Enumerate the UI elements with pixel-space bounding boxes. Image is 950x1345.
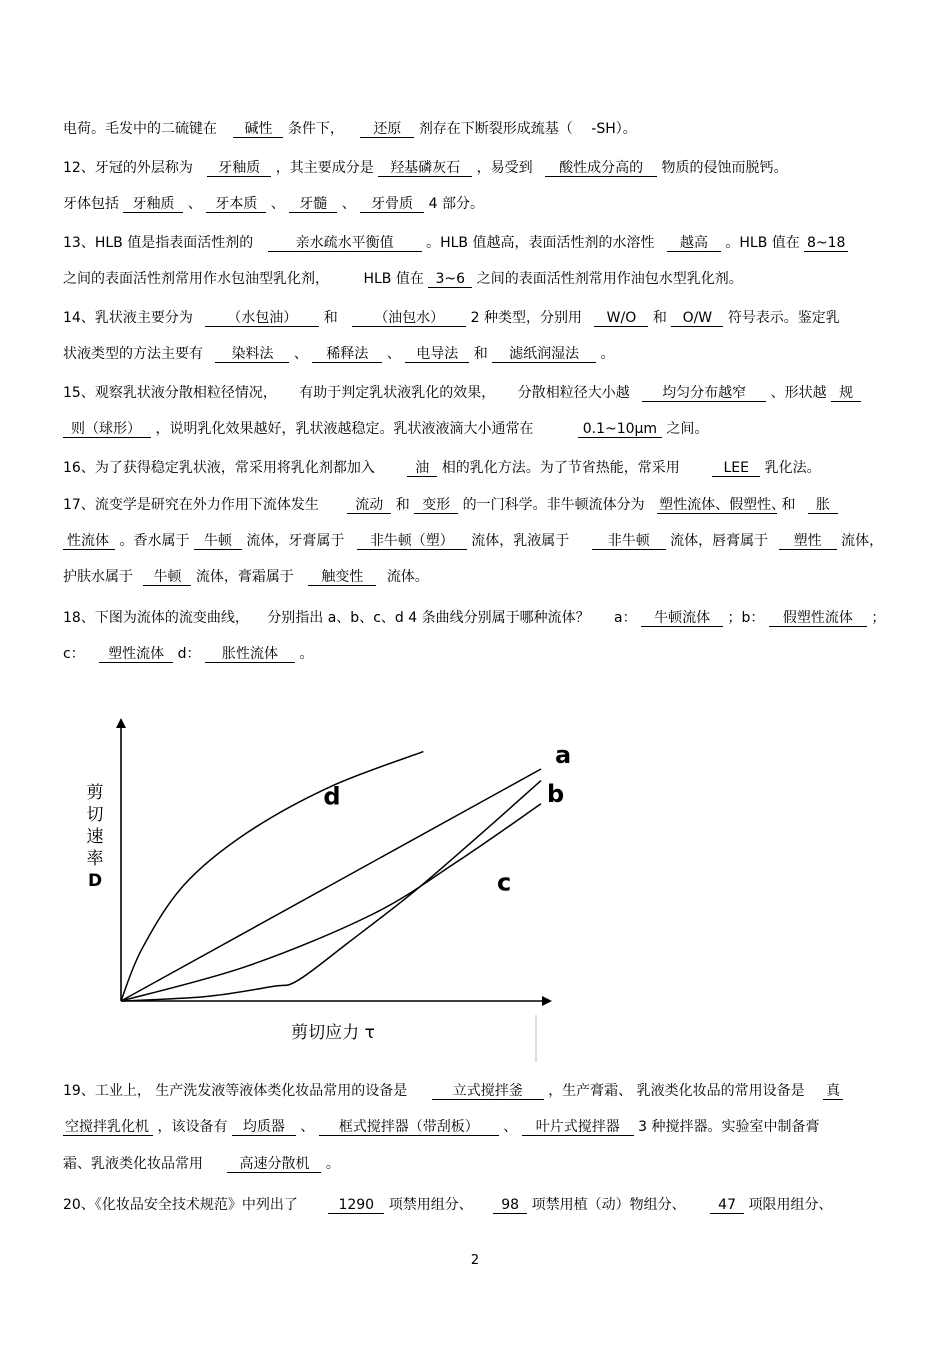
question-13-line1: 13、HLB 值是指表面活性剂的 亲水疏水平衡值 。HLB 值越高，表面活性剂的水溶性 越高 。HLB 值在 8~18 (63, 234, 888, 252)
answer-blank: 立式搅拌釜 (432, 1083, 544, 1100)
y-axis-label-char: 速 (86, 827, 104, 847)
answer-blank: 8~18 (804, 235, 848, 252)
answer-blank: 牛顿流体 (641, 610, 723, 627)
page-number: 2 (470, 1253, 480, 1268)
answer-blank: 则（球形） (63, 421, 151, 438)
y-axis-label-char: 剪 (86, 783, 104, 803)
answer-blank: 牛顿 (194, 533, 242, 550)
answer-blank: 牙髓 (289, 196, 337, 213)
answer-blank: 染料法 (215, 346, 289, 363)
y-axis-label-char: 率 (86, 849, 104, 869)
curve-label-d: d (323, 782, 341, 811)
answer-blank: 羟基磷灰石 (378, 160, 472, 177)
answer-blank: 滤纸润湿法 (492, 346, 596, 363)
text-line: 电荷。毛发中的二硫键在 碱性 条件下， 还原 剂存在下断裂形成巯基（ -SH）。 (63, 121, 637, 137)
answer-blank: LEE (712, 460, 760, 477)
x-axis-label: 剪切应力 τ (291, 1023, 375, 1043)
answer-blank: 均质器 (232, 1119, 296, 1136)
answer-blank: 牛顿 (143, 569, 191, 586)
answer-blank: 非牛顿（塑） (357, 533, 467, 550)
answer-blank: 框式搅拌器（带刮板） (319, 1119, 499, 1136)
answer-blank: 电导法 (405, 346, 469, 363)
question-16: 16、为了获得稳定乳状液，常采用将乳化剂都加入 油 相的乳化方法。为了节省热能，常采用 LEE 乳化法。 (63, 460, 821, 476)
question-20: 20、《化妆品安全技术规范》中列出了 1290 项禁用组分、 98 项禁用植（动）物组分、 47 项限用组分、 (63, 1197, 833, 1213)
answer-blank: 流动 (347, 497, 391, 514)
curve-label-a: a (555, 741, 572, 769)
rheology-chart-svg (70, 700, 590, 1070)
answer-blank: 亲水疏水平衡值 (268, 235, 422, 252)
question-19-line2: 空搅拌乳化机 ，该设备有 均质器 、 框式搅拌器（带刮板） 、 叶片式搅拌器 3 种搅拌器。实验室中制备膏 (65, 1119, 820, 1135)
answer-blank: 胀 (808, 497, 838, 514)
answer-blank: 塑性 (779, 533, 837, 550)
answer-blank: W/O (594, 310, 648, 327)
answer-blank: 胀性流体 (205, 646, 295, 663)
answer-blank: 叶片式搅拌器 (522, 1119, 634, 1136)
answer-blank: 98 (493, 1197, 527, 1214)
question-15-line2: 则（球形） ，说明乳化效果越好，乳状液越稳定。乳状液液滴大小通常在 0.1~10μm 之间。 (63, 420, 888, 438)
answer-blank: 触变性 (308, 569, 376, 586)
answer-blank: 47 (710, 1197, 744, 1214)
answer-blank: 真 (823, 1083, 843, 1100)
curve-d (121, 752, 423, 1001)
answer-blank: 稀释法 (312, 346, 382, 363)
question-17-line2: 性流体 。香水属于 牛顿 流体，牙膏属于 非牛顿（塑） 流体，乳液属于 非牛顿 流体，唇膏属于 塑性 流体， (63, 532, 888, 550)
answer-blank: 牙釉质 (123, 196, 183, 213)
answer-blank: （水包油） (205, 310, 319, 327)
answer-blank: 越高 (667, 235, 721, 252)
answer-blank: 空搅拌乳化机 (63, 1119, 153, 1136)
answer-blank: 还原 (360, 121, 414, 138)
answer-blank: 塑性流体 (99, 646, 173, 663)
answer-blank: （油包水） (352, 310, 466, 327)
question-13-line2: 之间的表面活性剂常用作水包油型乳化剂， HLB 值在 3~6 之间的表面活性剂常用作油包水型乳化剂。 (63, 271, 743, 287)
answer-blank: 碱性 (233, 121, 283, 138)
series-group (121, 741, 571, 1001)
curve-label-c: c (497, 868, 512, 897)
curve-c (121, 781, 541, 1001)
answer-blank: 3~6 (428, 271, 472, 288)
answer-blank: 牙骨质 (360, 196, 424, 213)
question-14-line2: 状液类型的方法主要有 染料法 、 稀释法 、 电导法 和 滤纸润湿法 。 (63, 346, 615, 362)
question-18-line2: c： 塑性流体 d： 胀性流体 。 (63, 646, 314, 662)
question-12-line2: 牙体包括 牙釉质 、 牙本质 、 牙髓 、 牙骨质 4 部分。 (63, 196, 484, 212)
question-14-line1: 14、乳状液主要分为 （水包油） 和 （油包水） 2 种类型，分别用 W/O 和 O/W 符号表示。鉴定乳 (63, 310, 840, 326)
answer-blank: 规 (831, 385, 861, 402)
answer-blank: 塑性流体、假塑性、 (659, 497, 786, 513)
answer-blank: 性流体 (63, 533, 115, 550)
y-axis-label-char: D (87, 871, 103, 891)
answer-blank: 均匀分布越窄 (642, 385, 766, 402)
answer-blank: 油 (407, 460, 437, 477)
answer-blank: 0.1~10μm (578, 421, 662, 438)
question-17-line3: 护肤水属于 牛顿 流体，膏霜属于 触变性 流体。 (63, 569, 429, 585)
curve-b (121, 804, 541, 1001)
question-18-line1: 18、下图为流体的流变曲线， 分别指出 a、b、c、d 4 条曲线分别属于哪种流体？ a： 牛顿流体 ；b： 假塑性流体 ； (63, 610, 886, 626)
answer-blank: 变形 (414, 497, 458, 514)
answer-blank: O/W (671, 310, 723, 327)
question-12-line1: 12、牙冠的外层称为 牙釉质 ，其主要成分是 羟基磷灰石 ，易受到 酸性成分高的 物质的侵蚀而脱钙。 (63, 160, 788, 176)
answer-blank: 牙本质 (206, 196, 266, 213)
answer-blank: 非牛顿 (592, 533, 666, 550)
rheology-chart (70, 700, 590, 1070)
answer-blank: 高速分散机 (227, 1156, 321, 1173)
y-axis-label-char: 切 (86, 805, 104, 825)
question-15-line1: 15、观察乳状液分散相粒径情况， 有助于判定乳状液乳化的效果， 分散相粒径大小越 均匀分布越窄 、形状越 规 (63, 384, 888, 402)
question-17-line1: 17、流变学是研究在外力作用下流体发生 流动 和 变形 的一门科学。非牛顿流体分为 塑性流体、假塑性、 和 胀 (63, 496, 888, 514)
answer-blank: 1290 (328, 1197, 384, 1214)
answer-blank: 酸性成分高的 (545, 160, 657, 177)
curve-label-b: b (547, 779, 565, 808)
question-19-line3: 霜、乳液类化妆品常用 高速分散机 。 (63, 1156, 340, 1172)
question-19-line1: 19、工业上， 生产洗发液等液体类化妆品常用的设备是 立式搅拌釜 ，生产膏霜、 乳液类化妆品的常用设备是 真 (63, 1082, 888, 1100)
answer-blank: 假塑性流体 (769, 610, 867, 627)
y-axis-label (87, 783, 104, 891)
answer-blank: 牙釉质 (207, 160, 271, 177)
